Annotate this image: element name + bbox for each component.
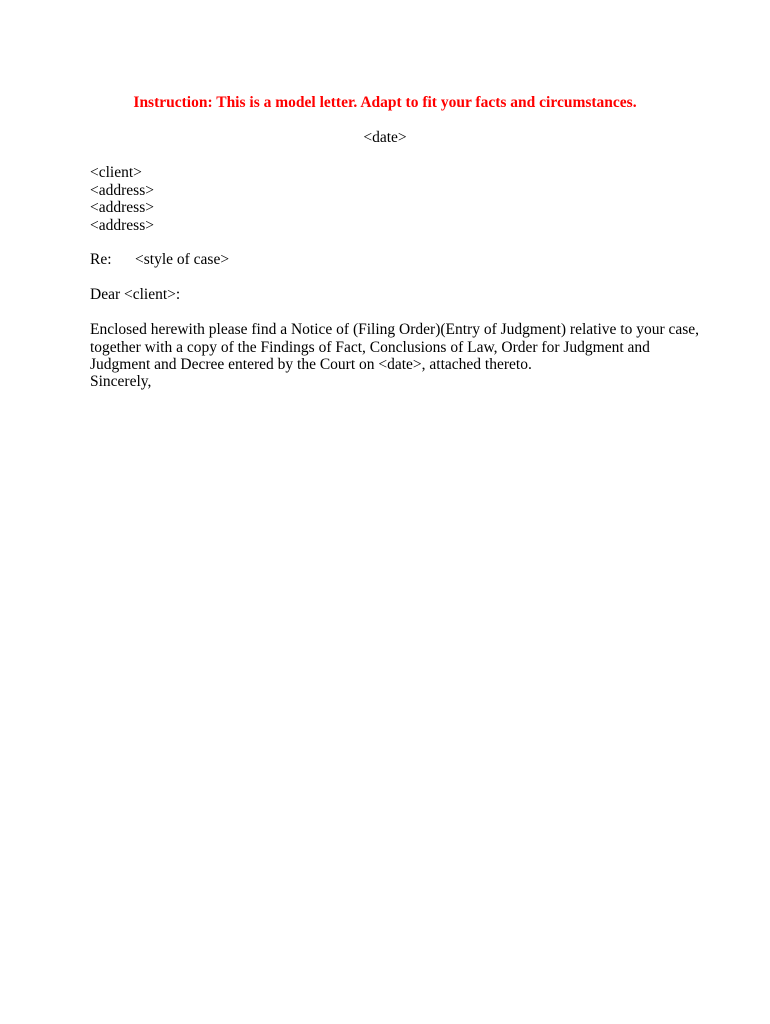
instruction-note: Instruction: This is a model letter. Adapt to fit your facts and circumstances. xyxy=(133,94,637,111)
recipient-address-block xyxy=(90,164,154,234)
address-line: <address> xyxy=(90,199,154,216)
re-value: <style of case> xyxy=(135,251,230,268)
salutation: Dear <client>: xyxy=(90,286,181,303)
body-line: Enclosed herewith please find a Notice of (Filing Order)(Entry of Judgment) relative to your case, xyxy=(90,321,700,338)
recipient-name: <client> xyxy=(90,164,142,181)
letter-date: <date> xyxy=(363,129,407,146)
body-paragraph xyxy=(90,321,700,374)
address-line: <address> xyxy=(90,181,154,199)
body-line: together with a copy of the Findings of Fact, Conclusions of Law, Order for Judgment and xyxy=(90,338,650,356)
re-line xyxy=(90,251,229,269)
body-line: Judgment and Decree entered by the Court on <date>, attached thereto. xyxy=(90,356,532,373)
address-line: <address> xyxy=(90,216,154,234)
re-label: Re: xyxy=(90,251,112,268)
closing: Sincerely, xyxy=(90,373,152,390)
